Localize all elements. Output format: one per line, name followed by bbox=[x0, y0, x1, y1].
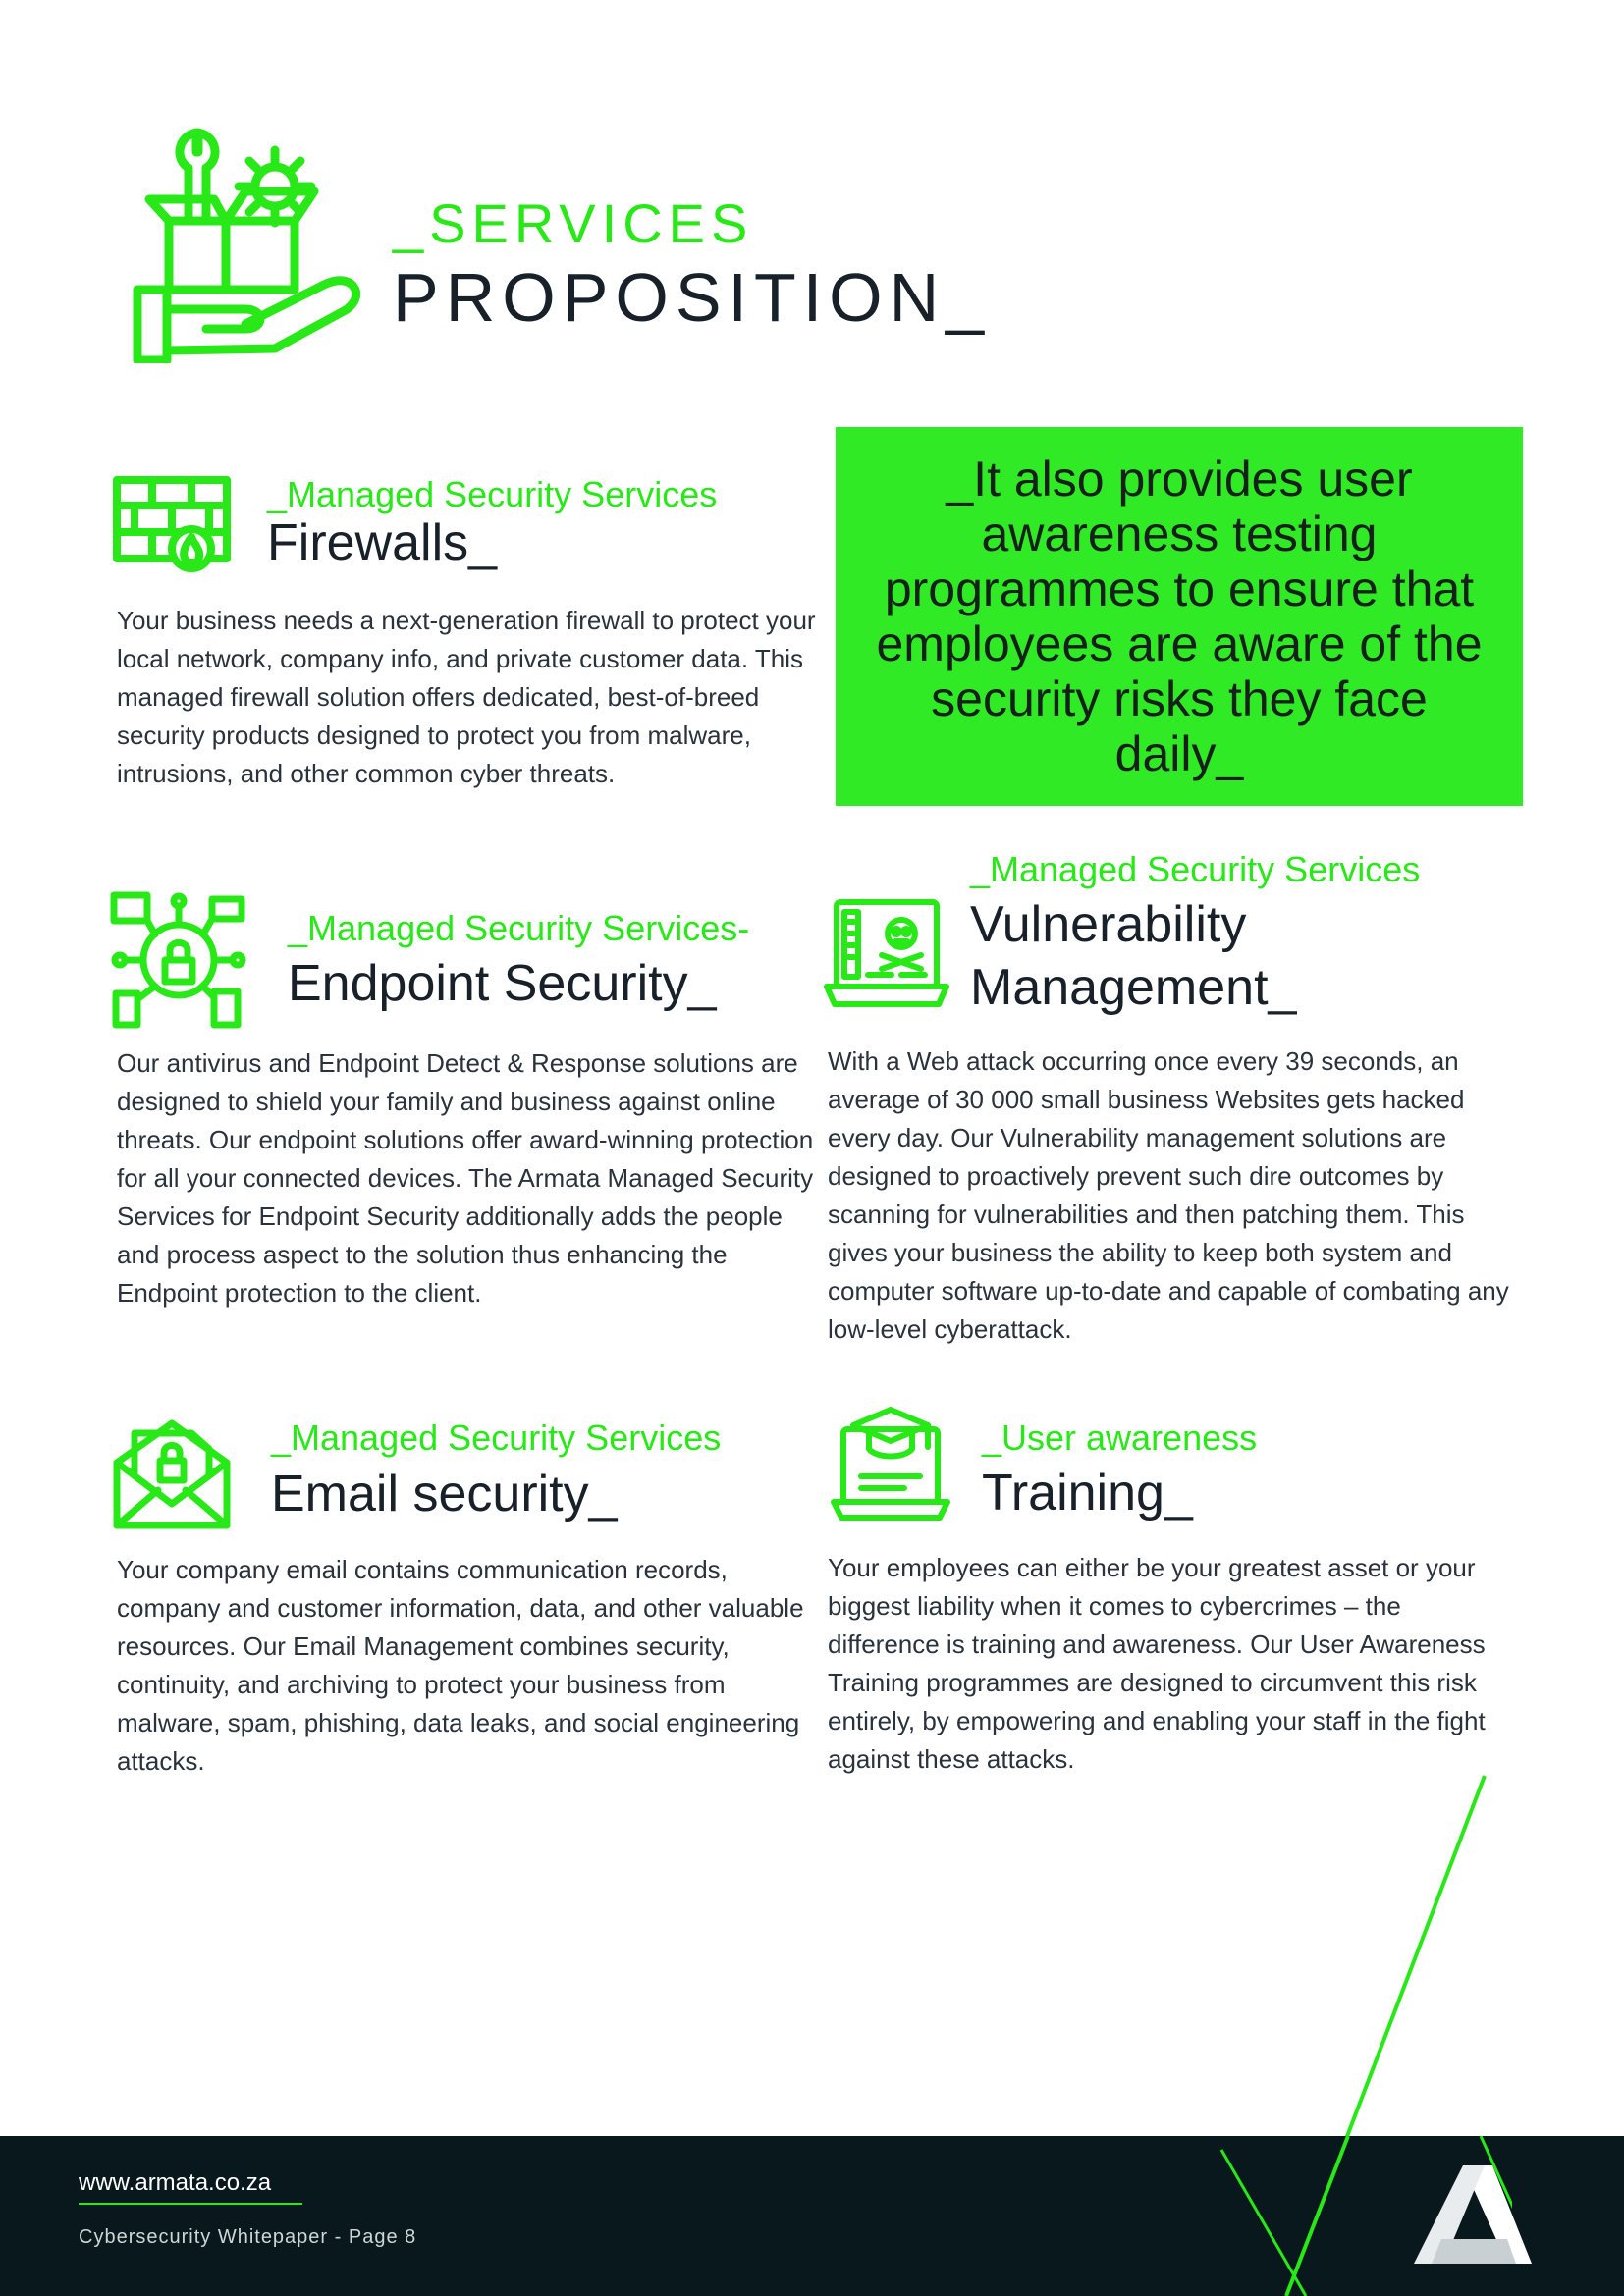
hero-subtitle: _SERVICES bbox=[393, 192, 754, 254]
firewalls-title: Firewalls_ bbox=[267, 514, 498, 571]
services-hero-icon bbox=[128, 123, 373, 363]
email-body: Your company email contains communication records, company and customer information, data, and other valuable resources. Our Email Management combines security, continuity, and archiving to protect your business from malware, spam, phishing, data leaks, and social engineering attacks. bbox=[117, 1555, 804, 1776]
quote-text: _It also provides user awareness testing programmes to ensure that employees are aware of the security risks they face daily_ bbox=[876, 452, 1483, 781]
training-icon bbox=[830, 1404, 952, 1522]
vulnerability-body: With a Web attack occurring once every 39 seconds, an average of 30 000 small business Websites gets hacked every day. Our Vulnerability management solutions are designed to proactively prevent such dire outcomes by scanning for vulnerabilities and then patching them. This gives your business the ability to keep both system and computer software up-to-date and capable of combating any low-level cyberattack. bbox=[828, 1046, 1509, 1344]
vulnerability-subtitle: _Managed Security Services bbox=[970, 849, 1421, 889]
email-security-icon bbox=[113, 1419, 231, 1529]
endpoint-body: Our antivirus and Endpoint Detect & Response solutions are designed to shield your family and business against online threats. Our endpoint solutions offer award-winning protection for all your connected devices. The Armata Managed Security Services for Endpoint Security additionally adds the people and process aspect to the solution thus enhancing the Endpoint protection to the client. bbox=[117, 1048, 814, 1308]
training-title: Training_ bbox=[982, 1465, 1193, 1522]
vulnerability-title-line1: Vulnerability bbox=[970, 896, 1247, 953]
vulnerability-icon bbox=[823, 898, 950, 1011]
endpoint-security-icon bbox=[110, 891, 247, 1029]
armata-logo-icon bbox=[1414, 2165, 1532, 2264]
endpoint-title: Endpoint Security_ bbox=[288, 955, 717, 1012]
footer-website-link[interactable]: www.armata.co.za bbox=[79, 2169, 272, 2196]
hero-title: PROPOSITION_ bbox=[393, 259, 992, 336]
page-footer bbox=[0, 2136, 1624, 2296]
quote-box bbox=[836, 427, 1523, 806]
training-subtitle: _User awareness bbox=[982, 1417, 1258, 1458]
training-body: Your employees can either be your greatest asset or your biggest liability when it comes to cybercrimes – the difference is training and awareness. Our User Awareness Training programmes are designed to circumvent this risk entirely, by empowering and enabling your staff in the fight against these attacks. bbox=[828, 1553, 1486, 1774]
email-subtitle: _Managed Security Services bbox=[271, 1417, 722, 1458]
footer-underline bbox=[79, 2203, 302, 2205]
vulnerability-title-line2: Management_ bbox=[970, 959, 1297, 1016]
firewalls-subtitle: _Managed Security Services bbox=[267, 474, 718, 514]
footer-page-label: Cybersecurity Whitepaper - Page 8 bbox=[79, 2226, 417, 2248]
firewall-icon bbox=[113, 476, 231, 574]
endpoint-subtitle: _Managed Security Services- bbox=[288, 908, 750, 948]
firewalls-body: Your business needs a next-generation firewall to protect your local network, company info, and private customer data. This managed firewall solution offers dedicated, best-of-breed security products designed to protect you from malware, intrusions, and other common cyber threats. bbox=[117, 606, 816, 788]
email-title: Email security_ bbox=[271, 1466, 618, 1522]
